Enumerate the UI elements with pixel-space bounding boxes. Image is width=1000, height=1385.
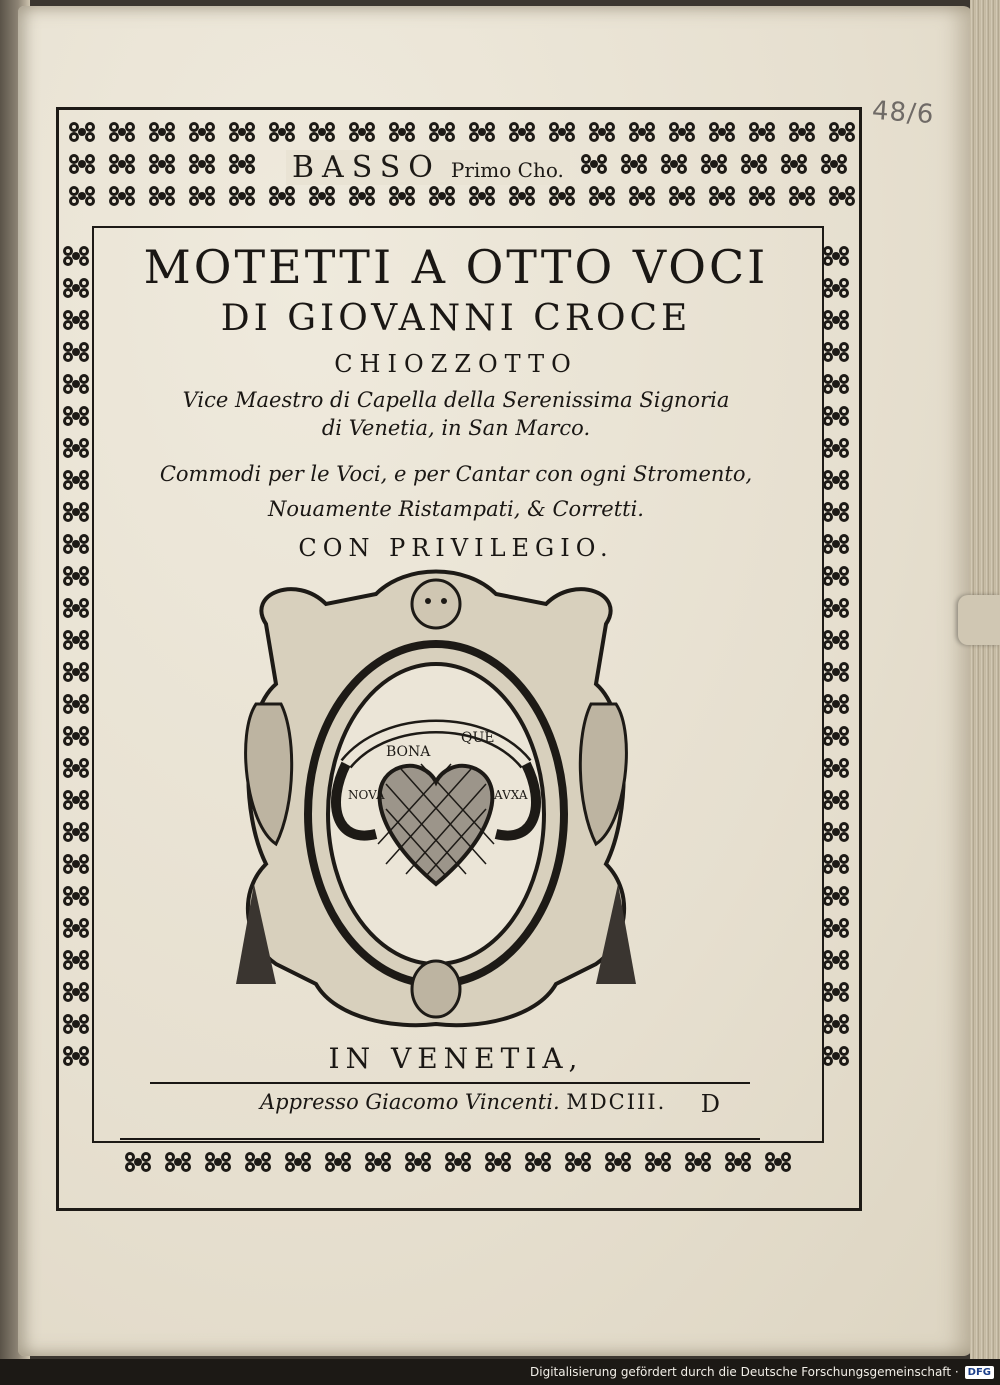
ornament-icon [58,850,94,878]
ornament-icon [58,562,94,590]
ornament-icon [280,1148,316,1176]
ornament-icon [720,1148,756,1176]
ornament-icon [184,182,220,210]
ornament-icon [58,754,94,782]
ornament-icon [736,150,772,178]
ornament-icon [384,182,420,210]
ornament-icon [600,1148,636,1176]
imprint-city: IN VENETIA, [328,1042,584,1075]
ornament-icon [224,118,260,146]
page-tab [958,595,1000,645]
ornament-icon [320,1148,356,1176]
ornament-icon [818,274,854,302]
ornament-icon [480,1148,516,1176]
ornament-icon [224,182,260,210]
composer-position: Vice Maestro di Capella della Serenissima Signoria [182,388,730,412]
emblem-motto-right: QUE [461,730,495,746]
ornament-icon [640,1148,676,1176]
ornament-icon [58,1010,94,1038]
ornament-icon [160,1148,196,1176]
ornament-icon [144,150,180,178]
ornament-icon [58,786,94,814]
ornament-icon [58,498,94,526]
dfg-logo: DFG [965,1366,994,1379]
ornament-icon [576,150,612,178]
imprint-year: MDCIII. [566,1090,667,1114]
imprint-publisher: Appresso Giacomo Vincenti. [260,1090,560,1114]
edition-note: Nouamente Ristampati, & Corretti. [268,497,644,521]
ornament-icon [624,182,660,210]
ornament-icon [818,786,854,814]
ornament-icon [504,182,540,210]
ornament-icon [58,306,94,334]
ornament-icon [704,118,740,146]
digitization-footer [0,1359,1000,1385]
ornament-icon [824,118,860,146]
ornament-icon [818,402,854,430]
ornament-icon [818,466,854,494]
ornament-icon [240,1148,276,1176]
ornament-icon [144,118,180,146]
ornament-icon [104,182,140,210]
ornament-icon [818,882,854,910]
ornament-icon [344,118,380,146]
ornament-icon [58,1042,94,1070]
ornament-icon [818,498,854,526]
ornament-icon [584,118,620,146]
ornament-icon [818,306,854,334]
ornament-icon [818,722,854,750]
ornament-icon [818,242,854,270]
ornament-icon [58,370,94,398]
ornament-icon [664,118,700,146]
ornament-icon [680,1148,716,1176]
ornament-icon [818,1010,854,1038]
ornament-icon [704,182,740,210]
ornament-icon [744,182,780,210]
ornament-icon [344,182,380,210]
ornament-icon [58,914,94,942]
ornament-icon [818,530,854,558]
ornament-icon [544,118,580,146]
ornament-icon [58,402,94,430]
ornament-icon [664,182,700,210]
ornament-icon [464,182,500,210]
ornament-icon [520,1148,556,1176]
ornament-icon [776,150,812,178]
ornament-icon [58,722,94,750]
composer-position-cont: di Venetia, in San Marco. [321,416,591,440]
ornament-icon [818,754,854,782]
ornament-icon [58,594,94,622]
ornament-icon [696,150,732,178]
ornament-icon [304,182,340,210]
ornament-icon [440,1148,476,1176]
emblem-motto-bottom-left: NOVA [348,788,385,802]
ornament-icon [184,118,220,146]
emblem-motto-left: BONA [386,744,431,760]
ornament-icon [104,150,140,178]
ornament-icon [744,118,780,146]
ornament-icon [760,1148,796,1176]
ornament-icon [818,1042,854,1070]
imprint-line [150,1090,750,1118]
part-heading [286,150,570,185]
voice-part: BASSO [292,150,441,185]
ornament-icon [424,182,460,210]
ornament-icon [784,118,820,146]
ornament-icon [818,914,854,942]
ornament-icon [58,818,94,846]
ornament-icon [58,274,94,302]
ornament-icon [818,946,854,974]
composer-origin: CHIOZZOTTO [334,350,578,378]
privilege-note: CON PRIVILEGIO. [298,534,614,562]
ornament-icon [584,182,620,210]
footer-credit: Digitalisierung gefördert durch die Deutsche Forschungsgemeinschaft · [530,1365,959,1379]
ornament-icon [58,530,94,558]
page-edges [970,0,1000,1360]
ornament-icon [360,1148,396,1176]
ornament-icon [818,850,854,878]
ornament-icon [816,150,852,178]
ornament-icon [818,818,854,846]
ornament-icon [200,1148,236,1176]
ornament-icon [304,118,340,146]
ornament-icon [818,658,854,686]
printer-device-emblem [236,564,636,1034]
ornament-icon [624,118,660,146]
ornament-icon [58,978,94,1006]
ornament-icon [818,594,854,622]
ornament-icon [818,370,854,398]
choir-label: Primo Cho. [450,158,564,182]
ornament-icon [144,182,180,210]
ornament-icon [58,658,94,686]
ornament-icon [58,882,94,910]
ornament-icon [120,1148,156,1176]
ornament-icon [818,434,854,462]
ornament-icon [818,690,854,718]
ornament-icon [464,118,500,146]
ornament-icon [424,118,460,146]
ornament-icon [264,118,300,146]
ornament-icon [58,626,94,654]
ornament-icon [58,434,94,462]
composer-name: DI GIOVANNI CROCE [220,298,692,339]
ornament-icon [400,1148,436,1176]
ornament-icon [656,150,692,178]
signature-mark: D [700,1090,720,1118]
ornament-icon [818,978,854,1006]
ornament-icon [64,118,100,146]
ornament-icon [784,182,820,210]
ornament-icon [224,150,260,178]
ornament-icon [64,150,100,178]
ornament-icon [58,690,94,718]
imprint-rule-bottom [120,1138,760,1140]
ornament-icon [184,150,220,178]
ornament-icon [58,946,94,974]
ornament-icon [818,562,854,590]
ornament-icon [104,118,140,146]
ornament-icon [824,182,860,210]
ornament-icon [58,338,94,366]
performance-note: Commodi per le Voci, e per Cantar con ogni Stromento, [159,462,753,486]
ornament-icon [560,1148,596,1176]
title-block [92,236,820,572]
ornament-icon [818,626,854,654]
shelfmark-note: 48/6 [871,95,936,131]
ornament-icon [64,182,100,210]
ornament-icon [384,118,420,146]
title-main: MOTETTI A OTTO VOCI [143,240,769,294]
imprint-rule-top [150,1082,750,1084]
ornament-icon [264,182,300,210]
ornament-icon [504,118,540,146]
imprint-publisher-group [150,1090,666,1118]
ornament-icon [58,466,94,494]
ornament-icon [818,338,854,366]
emblem-motto-bottom-right: AVXA [494,788,528,802]
ornament-icon [58,242,94,270]
ornament-icon [544,182,580,210]
ornament-icon [616,150,652,178]
